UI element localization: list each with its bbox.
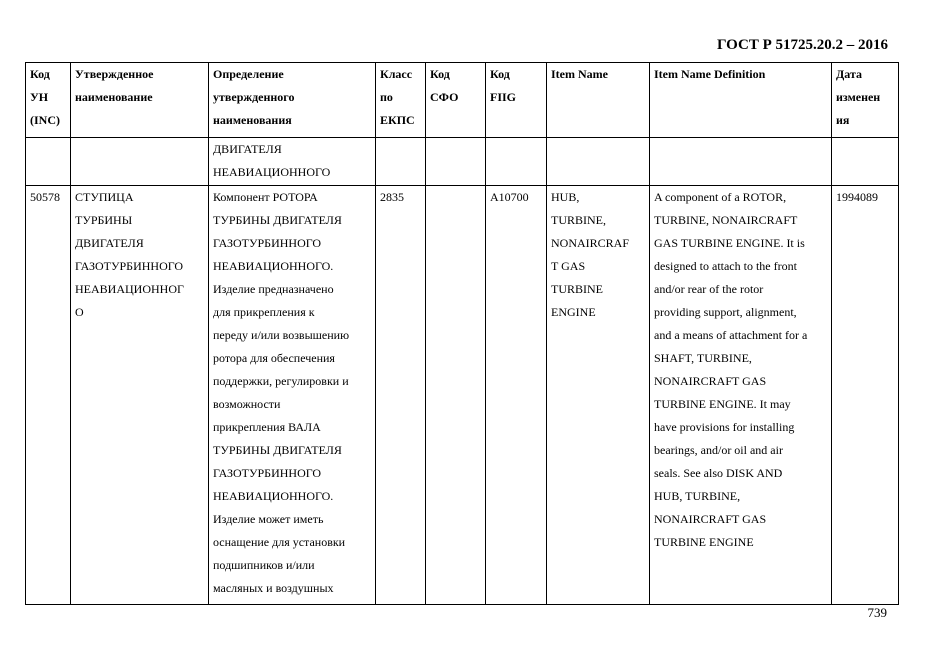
cell-name-definition: ДВИГАТЕЛЯ НЕАВИАЦИОННОГО [209,138,376,186]
cell-fiig-code [486,138,547,186]
cell-item-name [547,138,650,186]
cell-approved-name: СТУПИЦА ТУРБИНЫ ДВИГАТЕЛЯ ГАЗОТУРБИННОГО НЕАВИАЦИОННОГ О [71,186,209,605]
page-number: 739 [867,605,887,620]
header-sfo-code: Код СФО [426,63,486,138]
cell-ekps-class: 2835 [376,186,426,605]
cell-name-definition: Компонент РОТОРА ТУРБИНЫ ДВИГАТЕЛЯ ГАЗОТУРБИННОГО НЕАВИАЦИОННОГО. Изделие предназначено для прикрепления к переду и/или возвышению ротора для обеспечения поддержки, регулировки и возможности прикрепления ВАЛА ТУРБИНЫ ДВИГАТЕЛЯ ГАЗОТУРБИННОГО НЕАВИАЦИОННОГО. Изделие может иметь оснащение для установки подшипников и/или масляных и воздушных [209,186,376,605]
cell-fiig-code: A10700 [486,186,547,605]
table-header-row [26,63,899,138]
cell-change-date [832,138,899,186]
cell-change-date: 1994089 [832,186,899,605]
table-row-continuation [26,138,899,186]
header-approved-name: Утвержденное наименование [71,63,209,138]
header-item-name-definition: Item Name Definition [650,63,832,138]
cell-approved-name [71,138,209,186]
header-inc: Код УН (INC) [26,63,71,138]
header-ekps-class: Класс по ЕКПС [376,63,426,138]
header-item-name: Item Name [547,63,650,138]
header-change-date: Дата изменен ия [832,63,899,138]
cell-sfo-code [426,138,486,186]
catalog-table [25,62,899,605]
header-fiig-code: Код FIIG [486,63,547,138]
cell-item-name: HUB, TURBINE, NONAIRCRAF T GAS TURBINE ENGINE [547,186,650,605]
header-name-definition: Определение утвержденного наименования [209,63,376,138]
cell-item-name-definition: A component of a ROTOR, TURBINE, NONAIRCRAFT GAS TURBINE ENGINE. It is designed to attach to the front and/or rear of the rotor providing support, alignment, and a means of attachment for a SHAFT, TURBINE, NONAIRCRAFT GAS TURBINE ENGINE. It may have provisions for installing bearings, and/or oil and air seals. See also DISK AND HUB, TURBINE, NONAIRCRAFT GAS TURBINE ENGINE [650,186,832,605]
cell-ekps-class [376,138,426,186]
cell-inc [26,138,71,186]
table-row [26,186,899,605]
cell-item-name-definition [650,138,832,186]
document-header: ГОСТ Р 51725.20.2 – 2016 [716,37,888,53]
cell-inc: 50578 [26,186,71,605]
cell-sfo-code [426,186,486,605]
